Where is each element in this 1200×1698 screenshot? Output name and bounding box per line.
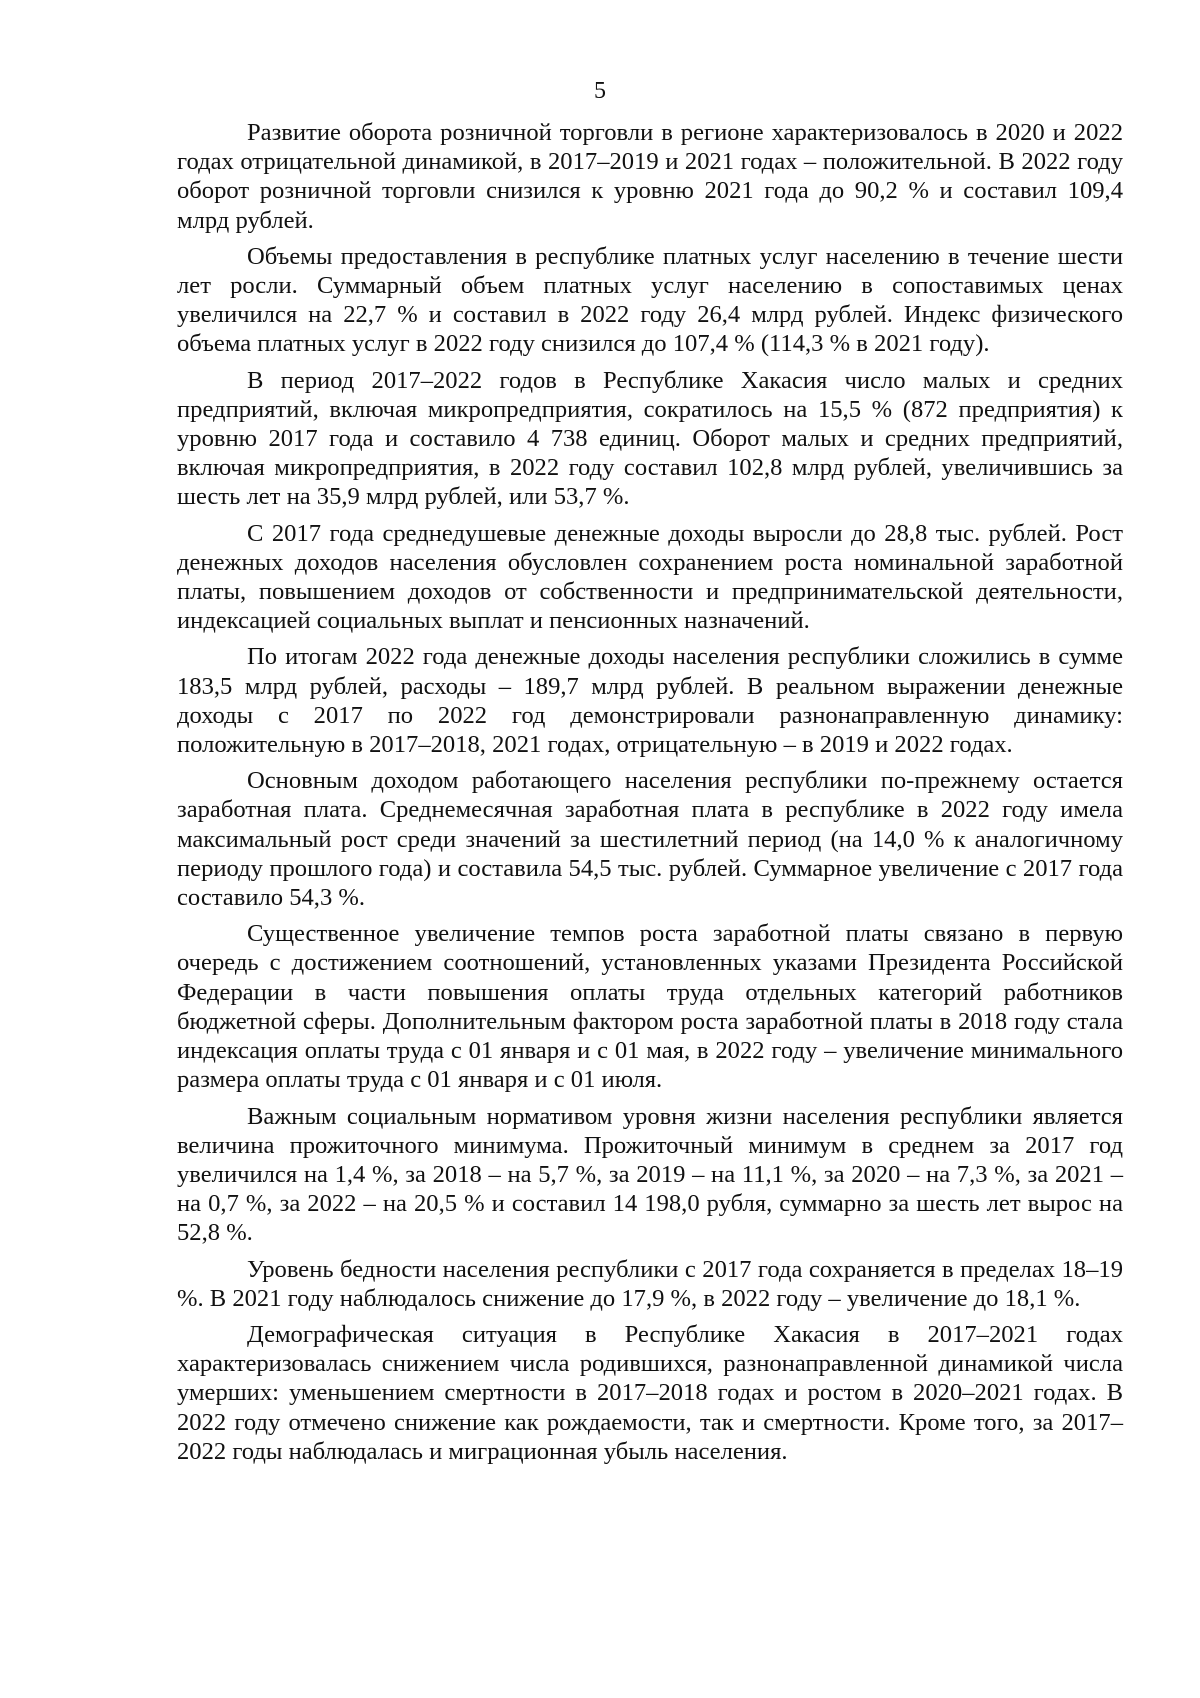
paragraph-poverty-level: Уровень бедности населения республики с 2017 года сохраняется в пределах 18–19 %. В 2021 году наблюдалось снижение до 17,9 %, в 2022 году – увеличение до 18,1 %. [177,1255,1123,1312]
paragraph-retail-trade: Развитие оборота розничной торговли в регионе характеризовалось в 2020 и 2022 годах отрицательной динамикой, в 2017–2019 и 2021 годах – положительной. В 2022 году оборот розничной торговли снизился к уровню 2021 года до 90,2 % и составил 109,4 млрд рублей. [177,119,1123,234]
paragraph-paid-services: Объемы предоставления в республике платных услуг населению в течение шести лет росли. Суммарный объем платных услуг населению в сопоставимых ценах увеличился на 22,7 % и составил в 2022 году 26,4 млрд рублей. Индекс физического объема платных услуг в 2022 году снизился до 107,4 % (114,3 % в 2021 году). [177,242,1123,358]
paragraph-subsistence-minimum: Важным социальным нормативом уровня жизни населения республики является величина прожиточного минимума. Прожиточный минимум в среднем за 2017 год увеличился на 1,4 %, за 2018 – на 5,7 %, за 2019 – на 11,1 %, за 2020 – на 7,3 %, за 2021 – на 0,7 %, за 2022 – на 20,5 % и составил 14 198,0 рубля, суммарно за шесть лет вырос на 52,8 %. [177,1102,1123,1247]
paragraph-wages: Основным доходом работающего населения республики по-прежнему остается заработная плата. Среднемесячная заработная плата в республике в 2022 году имела максимальный рост среди значений за шестилетний период (на 14,0 % к аналогичному периоду прошлого года) и составила 54,5 тыс. рублей. Суммарное увеличение с 2017 года составило 54,3 %. [177,767,1123,912]
paragraph-wage-growth-factors: Существенное увеличение темпов роста заработной платы связано в первую очередь с достижением соотношений, установленных указами Президента Российской Федерации в части повышения оплаты труда отдельных категорий работников бюджетной сферы. Дополнительным фактором роста заработной платы в 2018 году стала индексация оплаты труда с 01 января и с 01 мая, в 2022 году – увеличение минимального размера оплаты труда с 01 января и с 01 июля. [177,920,1123,1094]
document-body [177,118,1123,1466]
paragraph-small-business: В период 2017–2022 годов в Республике Хакасия число малых и средних предприятий, включая микропредприятия, сократилось на 15,5 % (872 предприятия) к уровню 2017 года и составило 4 738 единиц. Оборот малых и средних предприятий, включая микропредприятия, в 2022 году составил 102,8 млрд рублей, увеличившись за шесть лет на 35,9 млрд рублей, или 53,7 %. [177,366,1123,511]
paragraph-income-expenses: По итогам 2022 года денежные доходы населения республики сложились в сумме 183,5 млрд рублей, расходы – 189,7 млрд рублей. В реальном выражении денежные доходы с 2017 по 2022 год демонстрировали разнонаправленную динамику: положительную в 2017–2018, 2021 годах, отрицательную – в 2019 и 2022 годах. [177,643,1123,759]
page-number: 5 [594,78,606,104]
paragraph-demographics: Демографическая ситуация в Республике Хакасия в 2017–2021 годах характеризовалась снижением числа родившихся, разнонаправленной динамикой числа умерших: уменьшением смертности в 2017–2018 годах и ростом в 2020–2021 годах. В 2022 году отмечено снижение как рождаемости, так и смертности. Кроме того, за 2017–2022 годы наблюдалась и миграционная убыль населения. [177,1320,1123,1465]
paragraph-per-capita-income: С 2017 года среднедушевые денежные доходы выросли до 28,8 тыс. рублей. Рост денежных доходов населения обусловлен сохранением роста номинальной заработной платы, повышением доходов от собственности и предпринимательской деятельности, индексацией социальных выплат и пенсионных назначений. [177,519,1123,635]
